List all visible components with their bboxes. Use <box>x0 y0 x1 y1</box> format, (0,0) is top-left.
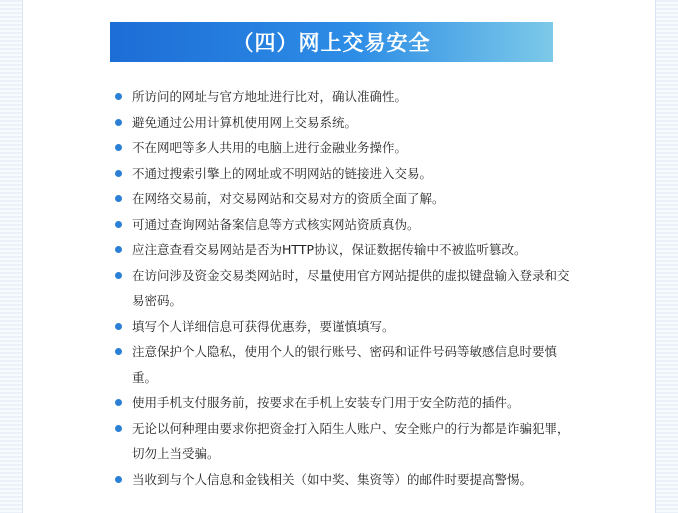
tip-text: 在网络交易前，对交易网站和交易对方的资质全面了解。 <box>132 191 445 206</box>
bullet-icon <box>115 119 122 126</box>
bullet-icon <box>115 425 122 432</box>
list-item <box>108 339 578 390</box>
bullet-icon <box>115 323 122 330</box>
section-banner <box>110 22 553 62</box>
tip-text: 当收到与个人信息和金钱相关（如中奖、集资等）的邮件时要提高警惕。 <box>132 471 533 487</box>
bullet-icon <box>115 476 122 483</box>
bullet-icon <box>115 399 122 406</box>
tip-text: 不在网吧等多人共用的电脑上进行金融业务操作。 <box>132 140 408 155</box>
tip-text: 避免通过公用计算机使用网上交易系统。 <box>132 114 358 130</box>
tip-text: 填写个人详细信息可获得优惠券，要谨慎填写。 <box>132 318 395 334</box>
bullet-icon <box>115 272 122 279</box>
tip-text: 可通过查询网站备案信息等方式核实网站资质真伪。 <box>132 216 420 232</box>
bullet-icon <box>115 195 122 202</box>
list-item <box>108 237 578 263</box>
list-item <box>108 212 578 238</box>
bullet-icon <box>115 144 122 151</box>
bullet-icon <box>115 246 122 253</box>
tip-text: 应注意查看交易网站是否为HTTP协议，保证数据传输中不被监听篡改。 <box>132 242 527 257</box>
list-item <box>108 186 578 212</box>
list-item <box>108 416 578 467</box>
tip-text: 不通过搜索引擎上的网址或不明网站的链接进入交易。 <box>132 165 433 181</box>
list-item <box>108 135 578 161</box>
list-item <box>108 467 578 493</box>
list-item <box>108 314 578 340</box>
list-item <box>108 161 578 187</box>
safety-tips-list <box>108 84 578 492</box>
bullet-icon <box>115 170 122 177</box>
list-item <box>108 390 578 416</box>
tip-text: 无论以何种理由要求你把资金打入陌生人账户、安全账户的行为都是诈骗犯罪，切勿上当受骗。 <box>132 420 570 461</box>
left-frame-border <box>0 0 23 513</box>
tip-text: 使用手机支付服务前，按要求在手机上安装专门用于安全防范的插件。 <box>132 395 520 410</box>
tip-text: 在访问涉及资金交易类网站时，尽量使用官方网站提供的虚拟键盘输入登录和交易密码。 <box>132 267 570 308</box>
section-title: （四）网上交易安全 <box>232 31 431 55</box>
bullet-icon <box>115 93 122 100</box>
right-frame-border <box>655 0 678 513</box>
tip-text: 注意保护个人隐私，使用个人的银行账号、密码和证件号码等敏感信息时要慎重。 <box>132 344 558 385</box>
list-item <box>108 84 578 110</box>
bullet-icon <box>115 348 122 355</box>
tip-text: 所访问的网址与官方地址进行比对，确认准确性。 <box>132 89 408 104</box>
list-item <box>108 263 578 314</box>
bullet-icon <box>115 221 122 228</box>
list-item <box>108 110 578 136</box>
